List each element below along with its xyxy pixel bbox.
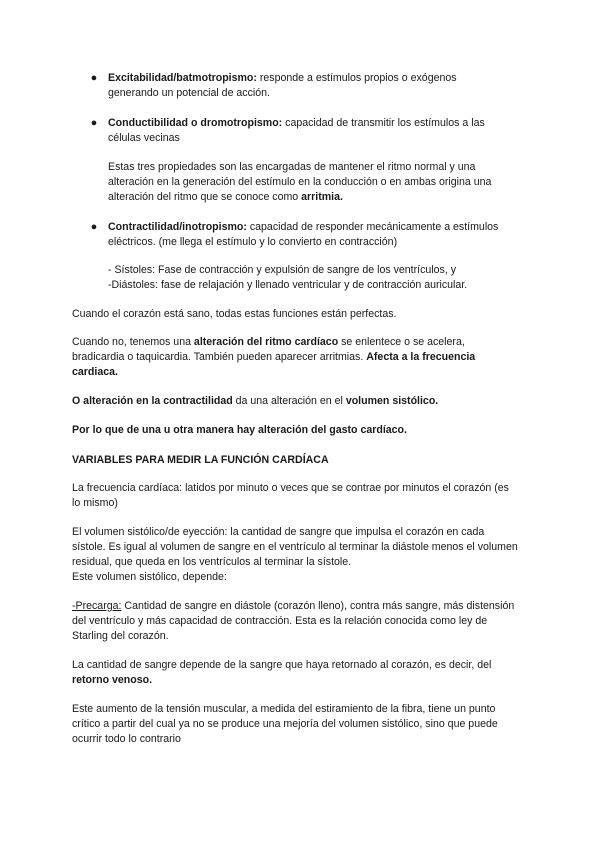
volumen-text: El volumen sistólico/de eyección: la cantidad de sangre que impulsa el corazón en cada sístole. Es igual al volumen de sangre en el ventrículo al terminar la diástole menos el volumen residual, que queda en los ventrículos al terminar la sístole. xyxy=(72,526,518,568)
contractility-a: O alteración en la contractilidad xyxy=(72,395,233,407)
bullet-term: Contractilidad/inotropismo: xyxy=(108,221,247,233)
volumen-paragraph xyxy=(72,525,520,570)
not-healthy-a: Cuando no, tenemos una xyxy=(72,336,194,348)
three-properties-note xyxy=(108,160,520,205)
not-healthy-paragraph xyxy=(72,335,512,380)
sistoles-line xyxy=(108,263,560,278)
precarga-label: -Precarga: xyxy=(72,600,122,612)
bullet-dot: ● xyxy=(90,72,98,84)
precarga-text: Cantidad de sangre en diástole (corazón lleno), contra más sangre, más distensión del ventrículo y más capacidad de contracción. Esta es la relación conocida como ley de Starling del corazón. xyxy=(72,600,515,642)
not-healthy-c: se enlentece o se acelera, bradicardia o taquicardia. También pueden aparecer arritmias. xyxy=(72,336,465,363)
bullet-text: capacidad de responder mecánicamente a estímulos eléctricos. (me llega el estímulo y lo convierto en contracción) xyxy=(108,221,499,248)
precarga-paragraph xyxy=(72,599,520,644)
diastoles-line xyxy=(108,278,560,293)
gasto-paragraph xyxy=(72,423,540,438)
frecuencia-text: La frecuencia cardíaca: latidos por minuto o veces que se contrae por minutos el corazón (es lo mismo) xyxy=(72,482,509,509)
contractility-paragraph xyxy=(72,394,540,409)
bullet-text: capacidad de transmitir los estímulos a las células vecinas xyxy=(108,117,485,144)
note-bold: arritmia. xyxy=(301,191,343,203)
diastoles-text: -Diástoles: fase de relajación y llenado ventricular y de contracción auricular. xyxy=(108,279,468,291)
retorno-b: retorno venoso. xyxy=(72,674,153,686)
contractility-b: da una alteración en el xyxy=(232,395,346,407)
note-text: Estas tres propiedades son las encargadas de mantener el ritmo normal y una alteración en la generación del estímulo en la conducción o en ambas origina una alteración del ritmo que se conoce como xyxy=(108,161,492,203)
tension-paragraph xyxy=(72,702,520,747)
frecuencia-paragraph xyxy=(72,481,520,511)
retorno-paragraph xyxy=(72,658,520,688)
healthy-text: Cuando el corazón está sano, todas estas funciones están perfectas. xyxy=(72,308,397,320)
gasto-text: Por lo que de una u otra manera hay alteración del gasto cardíaco. xyxy=(72,424,407,436)
depende-line xyxy=(72,570,520,585)
bullet-term: Conductibilidad o dromotropismo: xyxy=(108,117,283,129)
bullet-term: Excitabilidad/batmotropismo: xyxy=(108,72,257,84)
not-healthy-b: alteración del ritmo cardíaco xyxy=(193,336,339,348)
healthy-paragraph xyxy=(72,307,528,322)
section-heading-text: VARIABLES PARA MEDIR LA FUNCIÓN CARDÍACA xyxy=(72,454,329,466)
bullet-dot: ● xyxy=(90,117,98,129)
bullet-dot: ● xyxy=(90,221,98,233)
depende-text: Este volumen sistólico, depende: xyxy=(72,571,227,583)
tension-text: Este aumento de la tensión muscular, a medida del estiramiento de la fibra, tiene un punto crítico a partir del cual ya no se produce una mejoría del volumen sistólico, sino que puede ocurrir todo lo contrario xyxy=(72,703,498,745)
bullet-text: responde a estímulos propios o exógenos generando un potencial de acción. xyxy=(108,72,457,99)
contractility-c: volumen sistólico. xyxy=(345,395,439,407)
bullet-excitabilidad xyxy=(108,71,504,101)
sistoles-text: - Sístoles: Fase de contracción y expulsión de sangre de los ventrículos, y xyxy=(108,264,457,276)
not-healthy-d: Afecta a la frecuencia cardiaca. xyxy=(72,351,476,378)
bullet-conductibilidad xyxy=(108,116,512,146)
section-heading xyxy=(72,453,540,468)
bullet-contractilidad xyxy=(108,220,520,250)
retorno-a: La cantidad de sangre depende de la sangre que haya retornado al corazón, es decir, del xyxy=(72,659,492,671)
